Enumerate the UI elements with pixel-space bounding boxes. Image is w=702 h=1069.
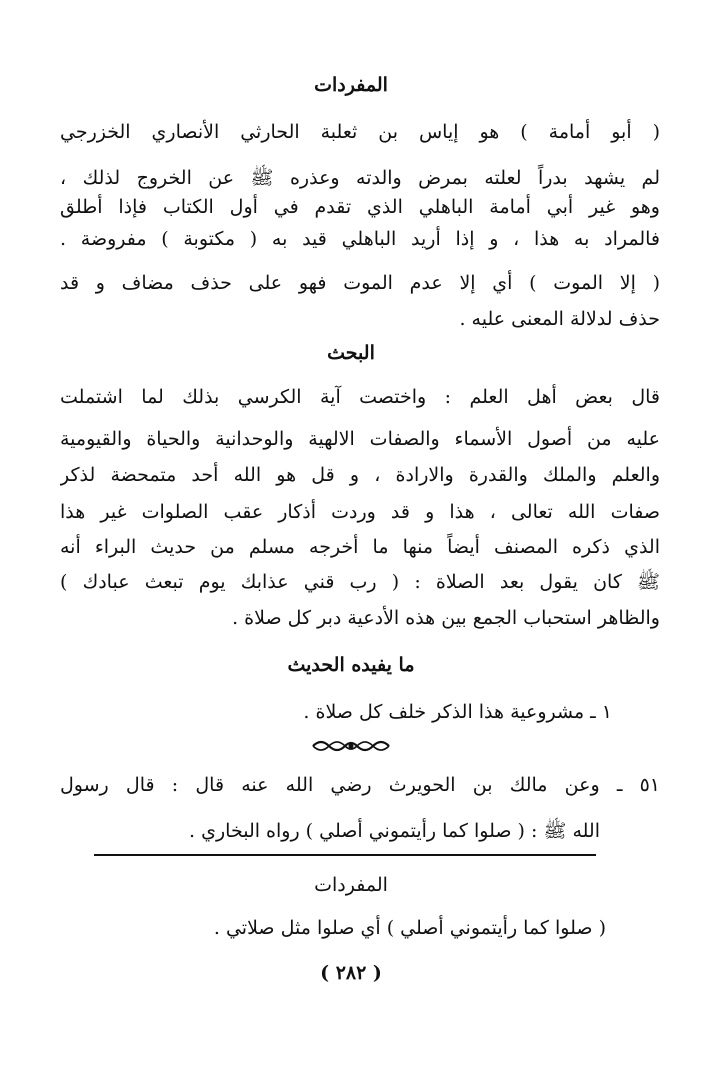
- footnote-line: ( صلوا كما رأيتموني أصلي ) أي صلوا مثل صلاتي .: [213, 917, 606, 939]
- section-heading-vocabulary: المفردات: [314, 74, 388, 96]
- text-line: فالمراد به هذا ، و إذا أريد الباهلي قيد به ( مكتوبة ) مفروضة .: [60, 228, 660, 250]
- text-line: ( أبو أمامة ) هو إياس بن ثعلبة الحارثي الأنصاري الخزرجي: [60, 121, 660, 143]
- section-heading-discussion: البحث: [327, 342, 375, 364]
- section-heading-lessons: ما يفيده الحديث: [287, 654, 415, 676]
- text-line: قال بعض أهل العلم : واختصت آية الكرسي بذلك لما اشتملت: [60, 386, 660, 408]
- text-line: ( إلا الموت ) أي إلا عدم الموت فهو على حذف مضاف و قد: [60, 272, 660, 294]
- footnote-separator: [94, 854, 596, 856]
- text-line: وهو غير أبي أمامة الباهلي الذي تقدم في أول الكتاب فإذا أطلق: [60, 196, 660, 218]
- text-line: ١ ـ مشروعية هذا الذكر خلف كل صلاة .: [303, 701, 612, 723]
- text-line: ﷺ كان يقول بعد الصلاة : ( رب قني عذابك يوم تبعث عبادك ): [60, 571, 660, 593]
- text-line: الذي ذكره المصنف أيضاً منها ما أخرجه مسلم من حديث البراء أنه: [60, 536, 660, 558]
- text-line: لم يشهد بدراً لعلته بمرض والدته وعذره ﷺ عن الخروج لذلك ،: [60, 167, 660, 189]
- hadith-line: ٥١ ـ وعن مالك بن الحويرث رضي الله عنه قال : قال رسول: [60, 774, 660, 796]
- text-line: صفات الله تعالى ، هذا و قد وردت أذكار عقب الصلوات غير هذا: [60, 501, 660, 523]
- page-number: ( ٢٨٢ ): [320, 962, 382, 984]
- footnote-heading: المفردات: [314, 874, 388, 896]
- text-line: والظاهر استحباب الجمع بين هذه الأدعية دبر كل صلاة .: [232, 607, 660, 629]
- text-line: عليه من أصول الأسماء والصفات الالهية والوحدانية والحياة والقيومية: [60, 428, 660, 450]
- text-line: حذف لدلالة المعنى عليه .: [459, 308, 660, 330]
- hadith-line: الله ﷺ : ( صلوا كما رأيتموني أصلي ) رواه البخاري .: [189, 820, 600, 842]
- text-line: والعلم والملك والقدرة والارادة ، و قل هو الله أحد متمحضة لذكر: [60, 464, 660, 486]
- ornament-divider-icon: [311, 738, 391, 754]
